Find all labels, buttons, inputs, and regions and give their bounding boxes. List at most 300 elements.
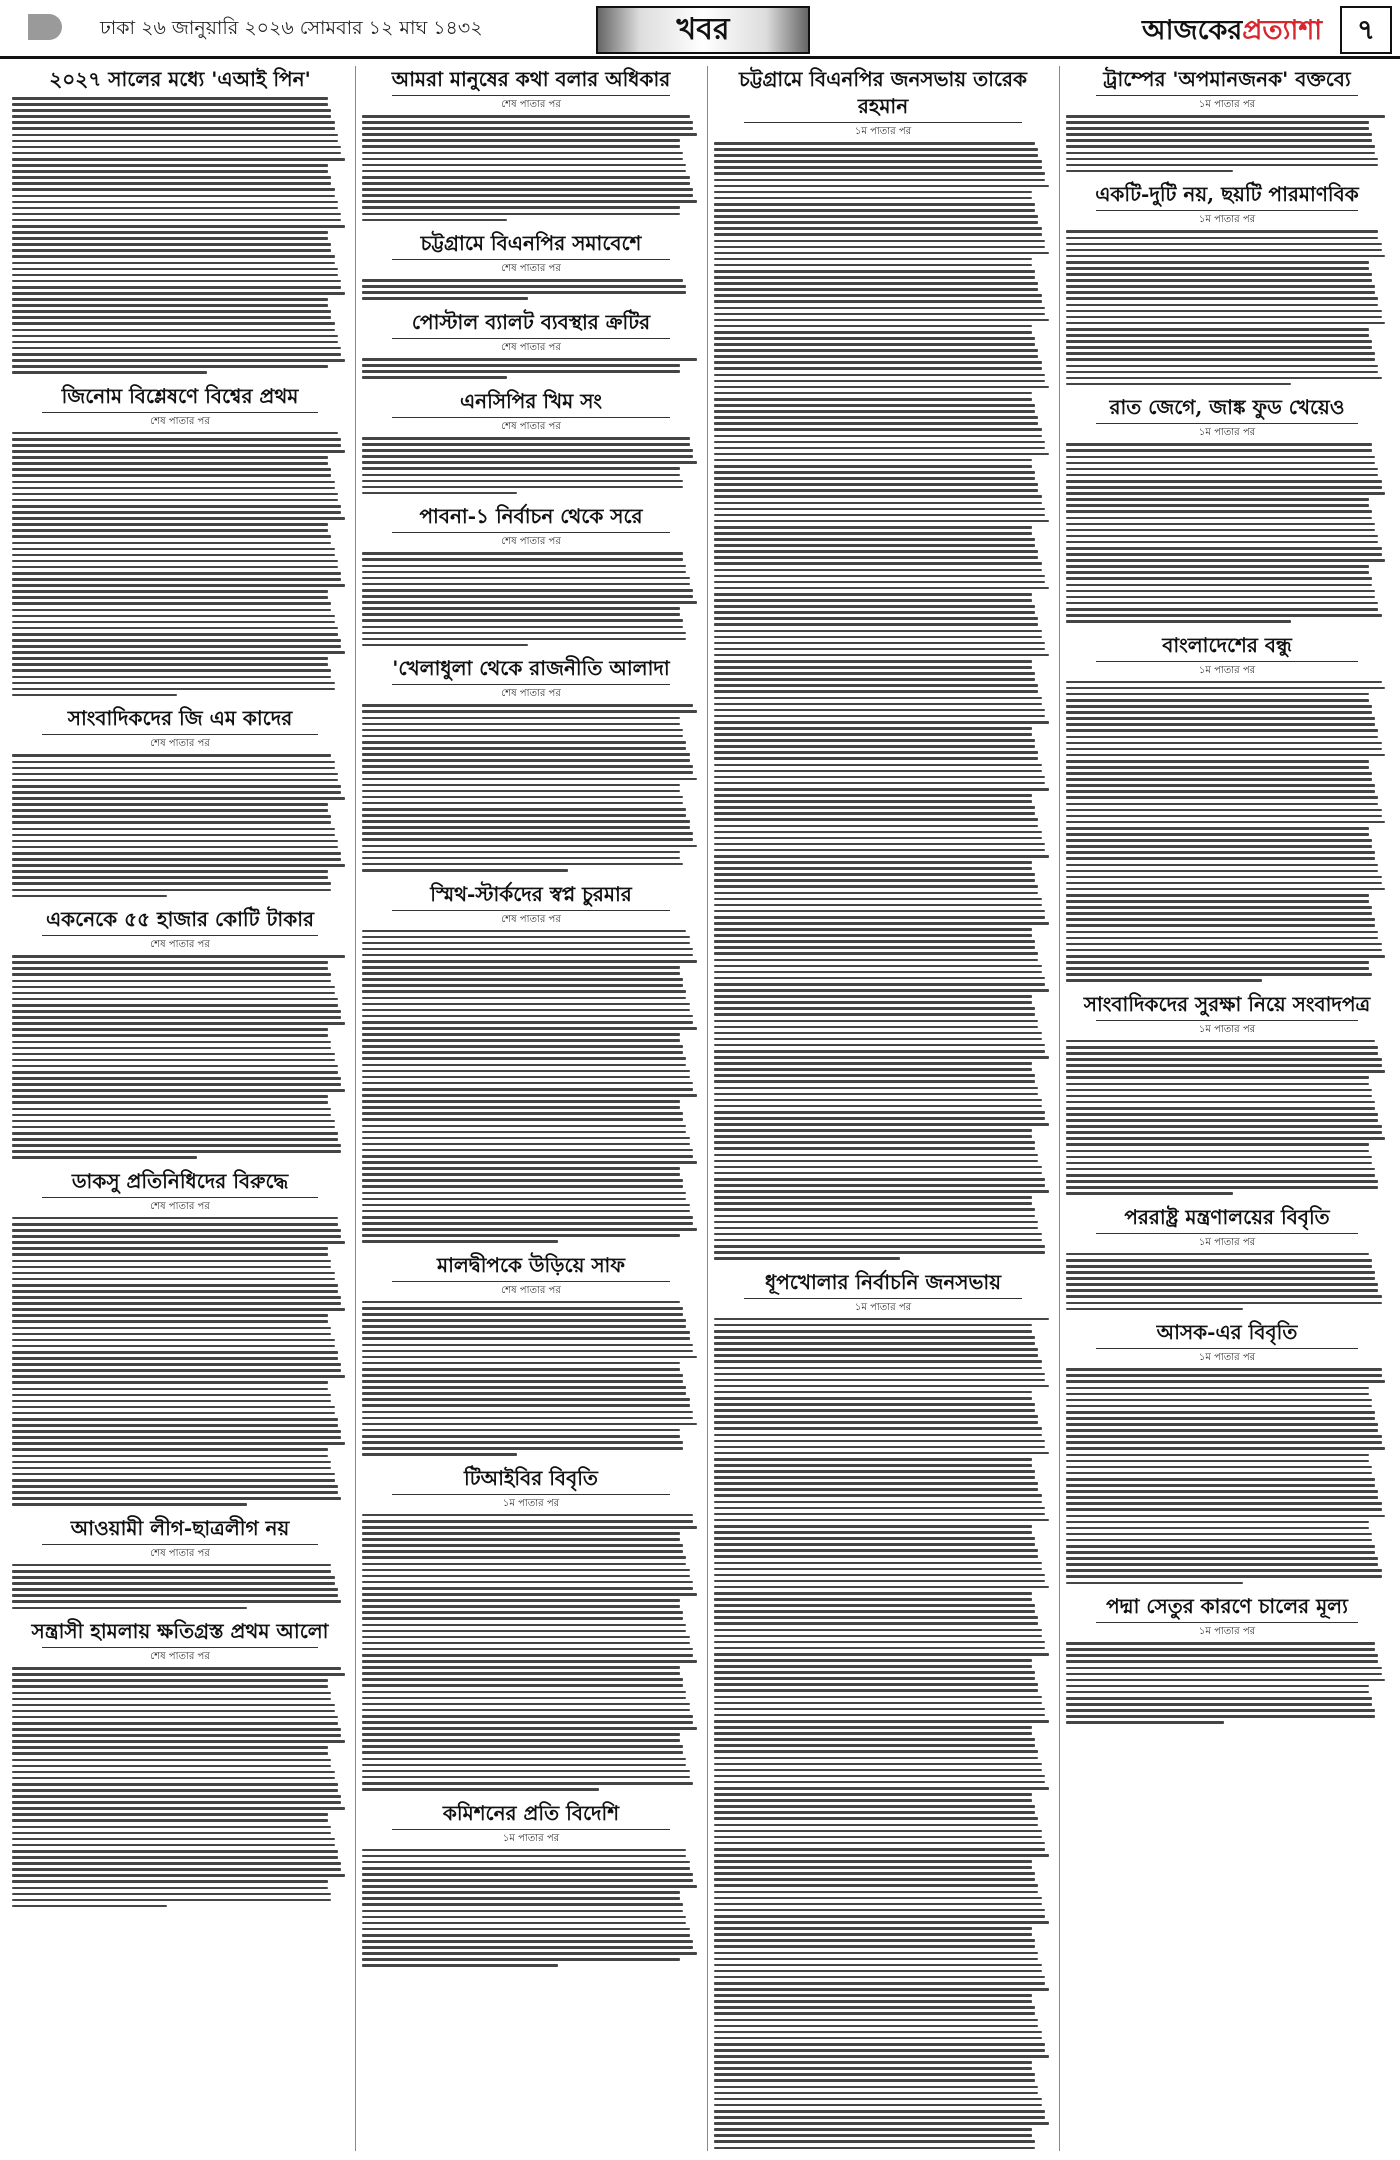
text-line xyxy=(714,788,1049,791)
text-line xyxy=(12,1838,335,1841)
article-body xyxy=(12,955,348,1159)
article-headline[interactable]: রাত জেগে, জাঙ্ক ফুড খেয়েও xyxy=(1109,395,1345,420)
text-line xyxy=(714,1501,1042,1504)
text-line xyxy=(1066,1271,1375,1274)
text-line xyxy=(362,595,693,598)
text-line xyxy=(714,1519,1049,1522)
article-headline[interactable]: ট্রাম্পের 'অপমানজনক' বক্তব্যে xyxy=(1103,67,1351,91)
text-line xyxy=(714,374,1045,377)
text-line xyxy=(12,1704,335,1707)
text-line xyxy=(362,139,680,142)
text-line xyxy=(714,977,1045,980)
text-line xyxy=(12,663,328,666)
article-headline[interactable]: আমরা মানুষের কথা বলার অধিকার xyxy=(391,67,671,91)
page-number: ৭ xyxy=(1340,6,1392,54)
text-line xyxy=(362,1027,697,1030)
text-line xyxy=(12,1461,331,1464)
text-line xyxy=(714,1513,1045,1516)
text-line xyxy=(362,1386,686,1389)
text-line xyxy=(12,1241,345,1244)
text-line xyxy=(12,1247,328,1250)
text-line xyxy=(12,1278,335,1281)
text-line xyxy=(362,1776,690,1779)
article-headline[interactable]: স্মিথ-স্টার্কদের স্বপ্ন চুরমার xyxy=(430,881,632,906)
text-line xyxy=(714,2037,1042,2040)
article-headline[interactable]: 'খেলাধুলা থেকে রাজনীতি আলাদা xyxy=(392,656,670,681)
text-line xyxy=(362,820,690,823)
text-line xyxy=(362,1636,690,1639)
text-line xyxy=(12,1144,341,1147)
text-line xyxy=(714,1629,1042,1632)
text-line xyxy=(714,2104,1042,2107)
text-line xyxy=(12,243,331,246)
text-line xyxy=(12,462,328,465)
text-line xyxy=(714,1689,1038,1692)
text-line xyxy=(1066,900,1369,903)
text-line xyxy=(1066,1265,1372,1268)
text-line xyxy=(714,1592,1032,1595)
text-line xyxy=(714,1842,1045,1845)
article-body xyxy=(1066,115,1388,172)
text-line xyxy=(1066,571,1369,574)
text-line xyxy=(1066,127,1369,130)
text-line xyxy=(1066,1502,1382,1505)
column-divider xyxy=(1059,66,1060,2151)
text-line xyxy=(714,185,1049,188)
headline-rule xyxy=(1096,1020,1358,1021)
text-line xyxy=(12,1424,338,1427)
text-line xyxy=(362,1532,680,1535)
article xyxy=(1066,632,1388,982)
column-4 xyxy=(1066,66,1388,2151)
text-line xyxy=(362,1210,690,1213)
text-line xyxy=(362,1307,683,1310)
text-line xyxy=(362,1715,693,1718)
text-line xyxy=(12,1765,331,1768)
headline-rule xyxy=(42,1647,318,1648)
article-headline[interactable]: একনেকে ৫৫ হাজার কোটি টাকার xyxy=(45,907,315,932)
text-line xyxy=(362,194,693,197)
article-headline[interactable]: পররাষ্ট্র মন্ত্রণালয়ের বিবৃতি xyxy=(1124,1204,1330,1229)
text-line xyxy=(1066,304,1378,307)
text-line xyxy=(12,1887,328,1890)
headline-rule xyxy=(744,122,1022,123)
text-line xyxy=(714,172,1045,175)
continued-from-label: ১ম পাতার পর xyxy=(1198,427,1256,439)
text-line xyxy=(12,529,328,532)
text-line xyxy=(12,1491,338,1494)
text-line xyxy=(362,601,697,604)
text-line xyxy=(1066,1539,1372,1542)
article-headline[interactable]: পোস্টাল ব্যালট ব্যবস্থার ক্রটির xyxy=(411,310,651,335)
text-line xyxy=(362,565,686,568)
text-line xyxy=(714,1074,1035,1077)
text-line xyxy=(362,1885,697,1888)
article xyxy=(12,906,348,1159)
text-line xyxy=(362,1721,693,1724)
text-line xyxy=(714,605,1035,608)
text-line xyxy=(714,1787,1049,1790)
article xyxy=(1066,991,1388,1195)
text-line xyxy=(1066,736,1378,739)
article-headline[interactable]: সন্ত্রাসী হামলায় ক্ষতিগ্রস্ত প্রথম আলো xyxy=(31,1619,329,1644)
text-line xyxy=(1066,1380,1385,1383)
text-line xyxy=(362,152,683,155)
text-line xyxy=(12,548,335,551)
text-line xyxy=(362,1660,697,1663)
text-line xyxy=(362,826,690,829)
text-line xyxy=(714,1215,1035,1218)
text-line xyxy=(12,1448,328,1451)
text-line xyxy=(362,1703,690,1706)
text-line xyxy=(12,876,328,879)
text-line xyxy=(714,672,1035,675)
text-line xyxy=(12,1266,331,1269)
page-arrow-icon[interactable] xyxy=(28,14,62,40)
continued-from-label: ১ম পাতার পর xyxy=(1198,1236,1256,1248)
text-line xyxy=(12,1570,331,1573)
article-headline[interactable]: সাংবাদিকদের সুরক্ষা নিয়ে সংবাদপত্র xyxy=(1083,991,1371,1016)
text-line xyxy=(362,1520,693,1523)
text-line xyxy=(714,1610,1035,1613)
article-headline[interactable]: পাবনা-১ নির্বাচন থেকে সরে xyxy=(419,504,643,529)
text-line xyxy=(714,1598,1032,1601)
text-line xyxy=(714,276,1035,279)
text-line xyxy=(1066,1374,1382,1377)
text-line xyxy=(714,611,1035,614)
text-line xyxy=(714,684,1038,687)
text-line xyxy=(714,325,1032,328)
text-line xyxy=(714,1958,1038,1961)
text-line xyxy=(714,873,1035,876)
text-line xyxy=(714,581,1045,584)
text-line xyxy=(1066,1685,1369,1688)
continued-from-label: ১ম পাতার পর xyxy=(1198,99,1256,110)
article-headline[interactable]: জিনোম বিশ্লেষণে বিশ্বের প্রথম xyxy=(61,383,299,408)
text-line xyxy=(12,1351,338,1354)
article-headline[interactable]: আওয়ামী লীগ-ছাত্রলীগ নয় xyxy=(70,1515,290,1540)
text-line xyxy=(362,480,683,483)
text-line xyxy=(1066,237,1378,240)
text-line xyxy=(714,1050,1045,1053)
text-line xyxy=(12,535,331,538)
text-line xyxy=(714,514,1045,517)
text-line xyxy=(12,310,331,313)
text-line xyxy=(714,1068,1032,1071)
text-line xyxy=(714,1933,1032,1936)
text-line xyxy=(714,489,1038,492)
text-line xyxy=(12,627,338,630)
text-line xyxy=(714,2025,1038,2028)
text-line xyxy=(362,1344,693,1347)
text-line xyxy=(714,861,1032,864)
text-line xyxy=(362,796,683,799)
text-line xyxy=(1066,1660,1378,1663)
text-line xyxy=(714,855,1049,858)
text-line xyxy=(12,870,328,873)
text-line xyxy=(1066,1454,1369,1457)
article-headline[interactable]: এনসিপির খিম সং xyxy=(459,388,603,413)
text-line xyxy=(12,353,341,356)
text-line xyxy=(1066,498,1369,501)
text-line xyxy=(1066,778,1372,781)
text-line xyxy=(714,1568,1042,1571)
text-line xyxy=(714,1976,1045,1979)
text-line xyxy=(362,1161,697,1164)
continued-from-label: ১ম পাতার পর xyxy=(502,1497,560,1509)
text-line xyxy=(12,1010,341,1013)
text-line xyxy=(714,435,1042,438)
article-body xyxy=(1066,443,1388,622)
text-line xyxy=(714,1915,1045,1918)
text-line xyxy=(362,164,686,167)
continued-from-label: শেষ পাতার পর xyxy=(150,1200,210,1212)
text-line xyxy=(1066,1582,1243,1585)
article-headline[interactable]: পদ্মা সেতুর কারণে চালের মূল্য xyxy=(1106,1594,1348,1619)
headline-rule xyxy=(42,412,318,413)
text-line xyxy=(1066,1040,1375,1043)
article-headline[interactable]: ধূপখোলার নির্বাচনি জনসভায় xyxy=(765,1269,1001,1294)
text-line xyxy=(362,1033,680,1036)
text-line xyxy=(12,1375,345,1378)
text-line xyxy=(714,1001,1032,1004)
text-line xyxy=(714,1677,1035,1680)
headline-rule xyxy=(1096,1233,1358,1234)
text-line xyxy=(714,885,1038,888)
text-line xyxy=(1066,449,1372,452)
text-line xyxy=(362,1611,683,1614)
text-line xyxy=(714,575,1045,578)
text-line xyxy=(714,1452,1049,1455)
text-line xyxy=(1066,1673,1382,1676)
article-body xyxy=(1066,1368,1388,1584)
text-line xyxy=(362,1849,686,1852)
text-line xyxy=(362,1094,697,1097)
text-line xyxy=(714,1233,1042,1236)
text-line xyxy=(1066,1472,1372,1475)
text-line xyxy=(12,158,345,161)
text-line xyxy=(714,1641,1045,1644)
text-line xyxy=(1066,1192,1233,1195)
text-line xyxy=(12,1479,335,1482)
headline-rule xyxy=(392,95,670,96)
article-headline[interactable]: চট্টগ্রামে বিএনপির জনসভায় তারেক রহমান xyxy=(739,67,1027,118)
text-line xyxy=(1066,1277,1375,1280)
text-line xyxy=(12,1053,335,1056)
text-line xyxy=(714,410,1035,413)
text-line xyxy=(714,258,1032,261)
text-line xyxy=(714,1415,1038,1418)
article-headline[interactable]: মালদ্বীপকে উড়িয়ে সাফ xyxy=(437,1252,625,1277)
text-line xyxy=(12,109,331,112)
text-line xyxy=(362,1057,686,1060)
text-line xyxy=(362,1149,693,1152)
text-line xyxy=(714,764,1042,767)
text-line xyxy=(12,791,341,794)
article xyxy=(362,1465,700,1791)
text-line xyxy=(362,1325,686,1328)
article xyxy=(12,1618,348,1907)
text-line xyxy=(1066,1411,1375,1414)
text-line xyxy=(12,1430,341,1433)
text-line xyxy=(362,1550,683,1553)
text-line xyxy=(714,800,1032,803)
text-line xyxy=(714,1945,1035,1948)
text-line xyxy=(714,520,1049,523)
text-line xyxy=(362,1654,693,1657)
text-line xyxy=(1066,906,1372,909)
article-headline[interactable]: ডাকসু প্রতিনিধিদের বিরুদ্ধে xyxy=(71,1168,289,1193)
text-line xyxy=(714,806,1035,809)
text-line xyxy=(362,1441,683,1444)
text-line xyxy=(12,322,335,325)
continued-from-label: শেষ পাতার পর xyxy=(150,939,210,951)
text-line xyxy=(1066,261,1369,264)
text-line xyxy=(714,1379,1045,1382)
text-line xyxy=(362,1782,693,1785)
article-body xyxy=(1066,1642,1388,1724)
headline-rule xyxy=(1096,1622,1358,1623)
text-line xyxy=(1066,772,1372,775)
text-line xyxy=(714,1440,1045,1443)
text-line xyxy=(1066,882,1382,885)
text-line xyxy=(362,638,686,641)
text-line xyxy=(714,1056,1049,1059)
text-line xyxy=(12,986,335,989)
text-line xyxy=(1066,1515,1385,1518)
text-line xyxy=(12,341,338,344)
text-line xyxy=(714,1141,1035,1144)
text-line xyxy=(362,1429,680,1432)
text-line xyxy=(12,633,338,636)
article-headline[interactable]: চট্টগ্রামে বিএনপির সমাবেশে xyxy=(420,231,642,256)
text-line xyxy=(714,928,1032,931)
text-line xyxy=(714,849,1045,852)
continued-from-label: শেষ পাতার পর xyxy=(501,536,561,548)
text-line xyxy=(714,502,1042,505)
text-line xyxy=(1066,918,1375,921)
text-line xyxy=(12,1339,335,1342)
section-banner xyxy=(596,6,810,54)
text-line xyxy=(362,851,680,854)
text-line xyxy=(714,1872,1035,1875)
text-line xyxy=(1066,468,1378,471)
text-line xyxy=(1066,608,1378,611)
text-line xyxy=(714,1245,1045,1248)
text-line xyxy=(362,1642,690,1645)
text-line xyxy=(12,1679,328,1682)
article-body xyxy=(362,437,700,494)
text-line xyxy=(362,1088,693,1091)
text-line xyxy=(12,201,338,204)
text-line xyxy=(1066,1180,1378,1183)
text-line xyxy=(362,1380,683,1383)
text-line xyxy=(714,544,1035,547)
text-line xyxy=(714,349,1038,352)
text-line xyxy=(12,493,338,496)
text-line xyxy=(714,179,1045,182)
text-line xyxy=(12,195,335,198)
text-line xyxy=(12,1101,328,1104)
text-line xyxy=(12,1369,341,1372)
newspaper-logo[interactable] xyxy=(1142,10,1322,55)
text-line xyxy=(12,834,335,837)
text-line xyxy=(1066,316,1382,319)
article-headline[interactable]: সাংবাদিকদের জি এম কাদের xyxy=(67,706,293,731)
text-line xyxy=(12,1394,331,1397)
text-line xyxy=(1066,255,1385,258)
article-headline[interactable]: বাংলাদেশের বন্ধু xyxy=(1162,632,1292,657)
text-line xyxy=(1066,1393,1369,1396)
text-line xyxy=(714,1525,1032,1528)
text-line xyxy=(1066,1399,1372,1402)
text-line xyxy=(1066,955,1385,958)
article xyxy=(12,383,348,697)
text-line xyxy=(1066,164,1378,167)
article xyxy=(1066,1593,1388,1724)
text-line xyxy=(12,1156,197,1159)
text-line xyxy=(1066,504,1369,507)
text-line xyxy=(714,837,1042,840)
headline-rule xyxy=(1096,95,1358,96)
text-line xyxy=(1066,1429,1378,1432)
text-line xyxy=(714,246,1045,249)
text-line xyxy=(714,1135,1032,1138)
text-line xyxy=(714,2055,1049,2058)
article-headline[interactable]: কমিশনের প্রতি বিদেশি xyxy=(442,1800,620,1825)
article-body xyxy=(714,1318,1052,2151)
text-line xyxy=(714,1178,1045,1181)
article-headline[interactable]: আসক-এর বিবৃতি xyxy=(1156,1320,1298,1345)
text-line xyxy=(12,505,341,508)
article-headline[interactable]: একটি-দুটি নয়, ছয়টি পারমাণবিক xyxy=(1095,182,1359,207)
text-line xyxy=(714,380,1045,383)
text-line xyxy=(1066,894,1369,897)
text-line xyxy=(12,572,341,575)
text-line xyxy=(12,1710,335,1713)
text-line xyxy=(1066,1545,1375,1548)
text-line xyxy=(1066,1484,1375,1487)
text-line xyxy=(714,398,1032,401)
text-line xyxy=(362,857,680,860)
text-line xyxy=(362,1118,683,1121)
text-line xyxy=(362,1204,690,1207)
article-headline[interactable]: টিআইবির বিবৃতি xyxy=(464,1465,598,1490)
text-line xyxy=(714,1044,1045,1047)
headline-rule xyxy=(1096,210,1358,211)
text-line xyxy=(714,1464,1032,1467)
text-line xyxy=(714,648,1045,651)
article-headline[interactable]: ২০২৭ সালের মধ্যে 'এআই পিন' xyxy=(49,67,311,91)
text-line xyxy=(1066,1058,1382,1061)
text-line xyxy=(714,709,1045,712)
article xyxy=(1066,1319,1388,1584)
text-line xyxy=(714,1811,1035,1814)
text-line xyxy=(362,1064,686,1067)
text-line xyxy=(12,481,335,484)
text-line xyxy=(12,1345,335,1348)
text-line xyxy=(362,1100,680,1103)
text-line xyxy=(12,511,341,514)
text-line xyxy=(1066,839,1372,842)
text-line xyxy=(12,170,328,173)
text-line xyxy=(362,1556,686,1559)
text-line xyxy=(1066,912,1372,915)
text-line xyxy=(714,1239,1042,1242)
text-line xyxy=(12,889,331,892)
text-line xyxy=(12,316,331,319)
text-line xyxy=(12,438,341,441)
